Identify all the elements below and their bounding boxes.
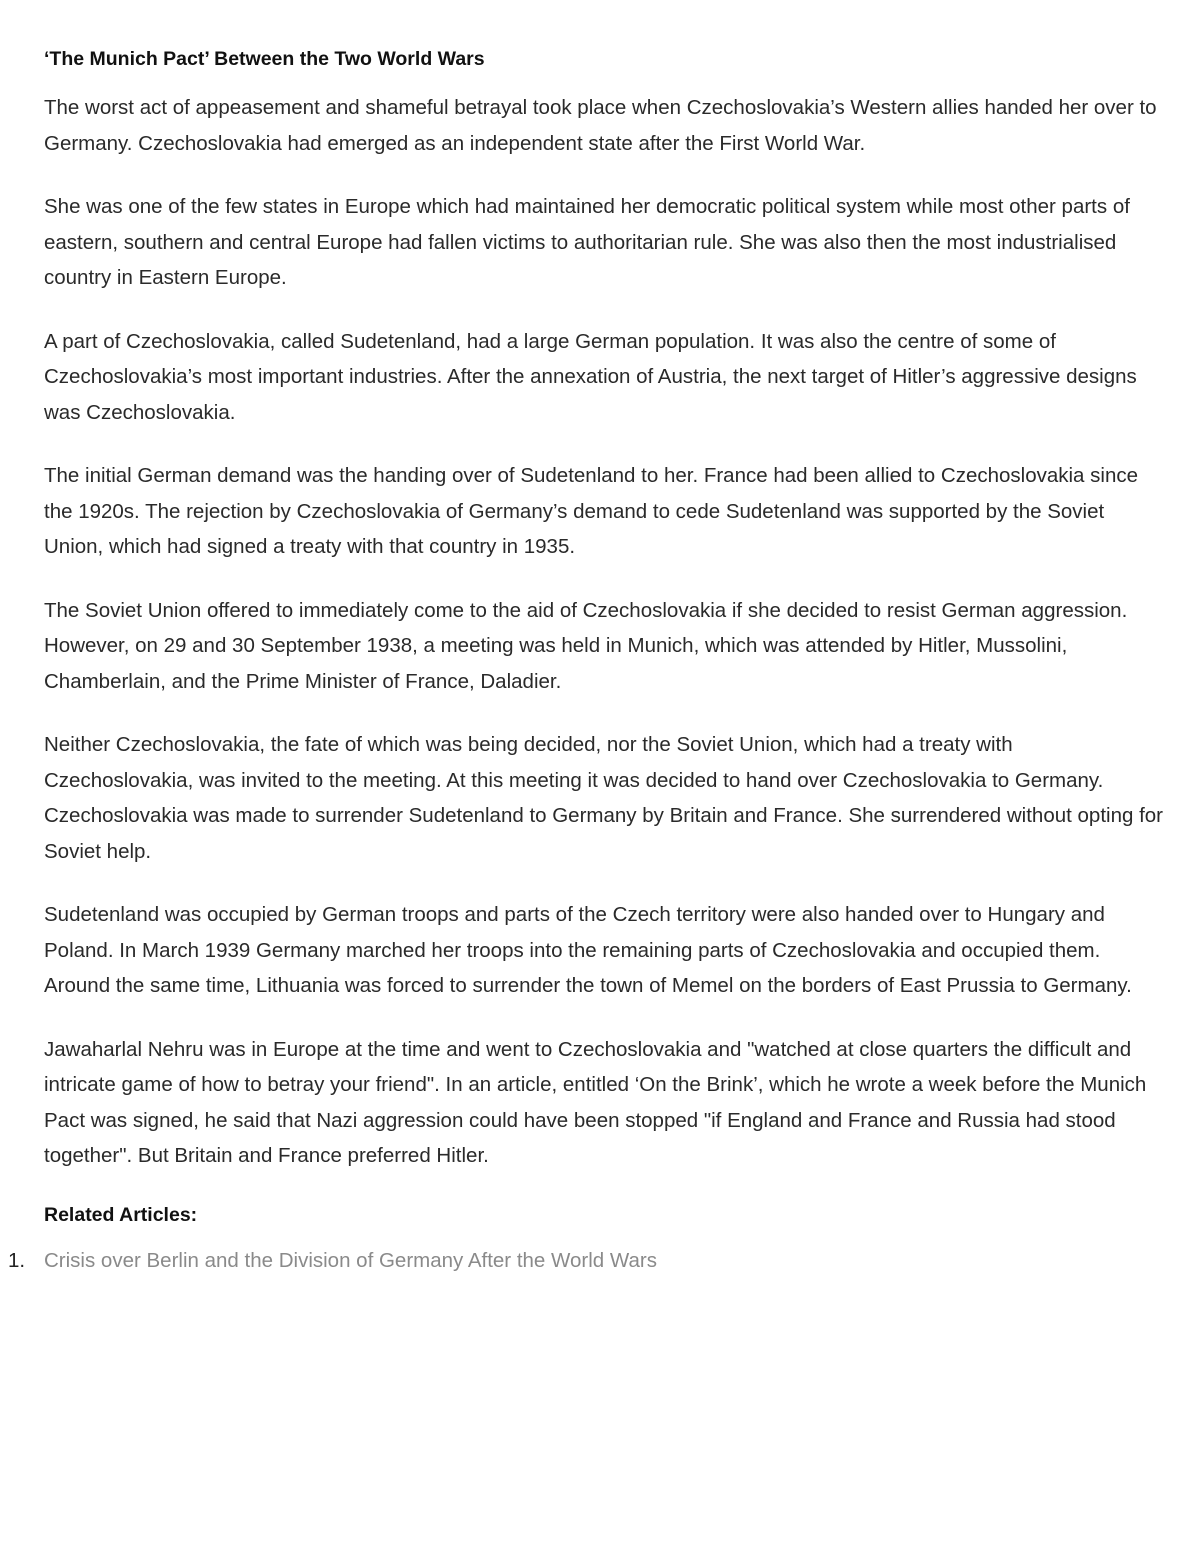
list-item [8,1246,1164,1276]
paragraph-6: Neither Czechoslovakia, the fate of which was being decided, nor the Soviet Union, which had a treaty with Czechoslovakia, was invited to the meeting. At this meeting it was decided to hand over Czechoslovakia to Germany. Czechoslovakia was made to surrender Sudetenland to Germany by Britain and France. She surrendered without opting for Soviet help. [44,733,1164,863]
paragraph-4: The initial German demand was the handing over of Sudetenland to her. France had been allied to Czechoslovakia since the 1920s. The rejection by Czechoslovakia of Germany’s demand to cede Sudetenland was supported by the Soviet Union, which had signed a treaty with that country in 1935. [44,464,1139,558]
list-item-number: 1. [8,1248,26,1272]
related-articles-heading: Related Articles: [44,1203,198,1226]
article-page [8,46,1164,1276]
related-articles-list [8,1246,1164,1276]
paragraph-7: Sudetenland was occupied by German troops and parts of the Czech territory were also handed over to Hungary and Poland. In March 1939 Germany marched her troops into the remaining parts of Czechoslovakia and occupied them. Around the same time, Lithuania was forced to surrender the town of Memel on the borders of East Prussia to Germany. [44,903,1132,997]
paragraph-1: The worst act of appeasement and shameful betrayal took place when Czechoslovakia’s Western allies handed her over to Germany. Czechoslovakia had emerged as an independent state after the First World War. [44,96,1157,155]
article-title: ‘The Munich Pact’ Between the Two World Wars [44,48,485,70]
paragraph-2: She was one of the few states in Europe which had maintained her democratic political system while most other parts of eastern, southern and central Europe had fallen victims to authoritarian rule. She was also then the most industrialised country in Eastern Europe. [44,195,1130,289]
related-article-link[interactable]: Crisis over Berlin and the Division of Germany After the World Wars [44,1248,657,1272]
paragraph-5: The Soviet Union offered to immediately come to the aid of Czechoslovakia if she decided to resist German aggression. However, on 29 and 30 September 1938, a meeting was held in Munich, which was attended by Hitler, Mussolini, Chamberlain, and the Prime Minister of France, Daladier. [44,598,1128,693]
paragraph-8: Jawaharlal Nehru was in Europe at the time and went to Czechoslovakia and "watched at close quarters the difficult and intricate game of how to betray your friend". In an article, entitled ‘On the Brink’, which he wrote a week before the Munich Pact was signed, he said that Nazi aggression could have been stopped "if England and France and Russia had stood together". But Britain and France preferred Hitler. [44,1037,1147,1167]
paragraph-3: A part of Czechoslovakia, called Sudetenland, had a large German population. It was also the centre of some of Czechoslovakia’s most important industries. After the annexation of Austria, the next target of Hitler’s aggressive designs was Czechoslovakia. [44,329,1137,424]
